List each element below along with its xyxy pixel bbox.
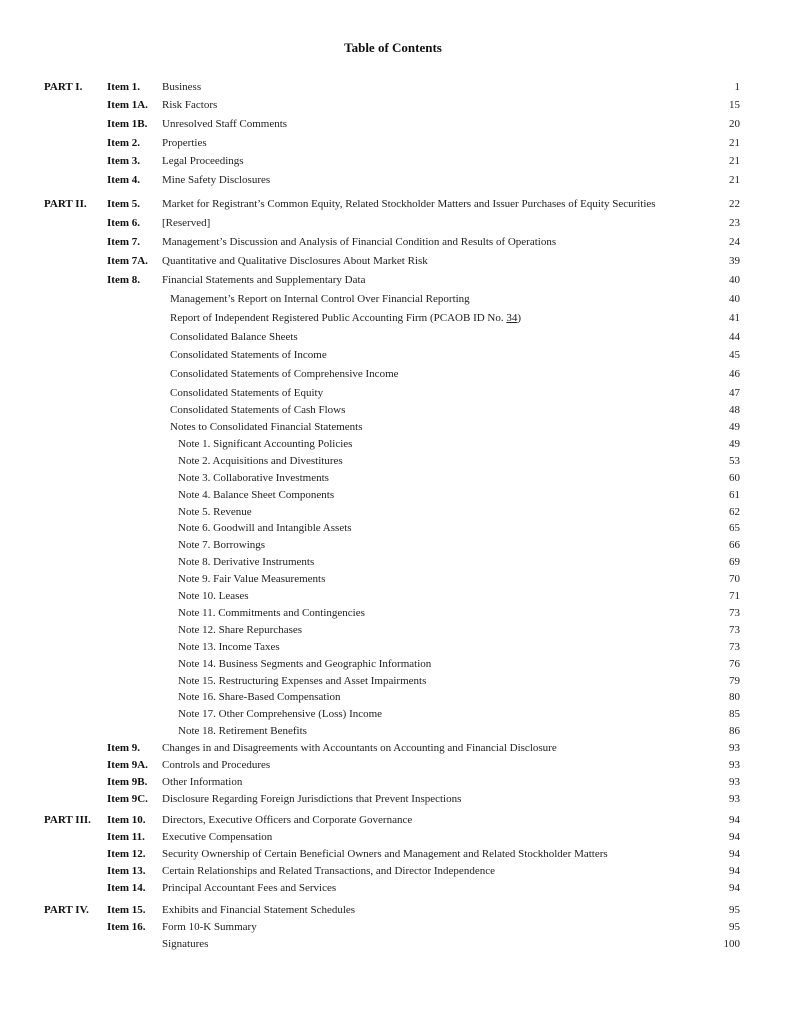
toc-entry-text: Note 18. Retirement Benefits xyxy=(178,725,307,737)
toc-entry-link[interactable] xyxy=(170,291,470,307)
toc-entry-link[interactable] xyxy=(178,520,352,536)
page-number: 15 xyxy=(729,99,740,111)
toc-row[interactable] xyxy=(0,487,786,503)
toc-row[interactable] xyxy=(0,253,786,269)
toc-row[interactable] xyxy=(0,757,786,773)
toc-entry-link[interactable] xyxy=(178,453,343,469)
item-number: Item 1B. xyxy=(107,118,148,130)
toc-row[interactable] xyxy=(0,791,786,807)
toc-row[interactable] xyxy=(0,172,786,188)
toc-entry-link[interactable] xyxy=(162,153,244,169)
page-number: 65 xyxy=(729,522,740,534)
page-number: 70 xyxy=(729,573,740,585)
toc-entry-text: Market for Registrant’s Common Equity, Related Stockholder Matters and Issuer Purchases of Equity Securities xyxy=(162,198,656,210)
toc-entry-text: Consolidated Balance Sheets xyxy=(170,331,298,343)
toc-entry-link[interactable] xyxy=(162,829,272,845)
toc-entry-text: Management’s Discussion and Analysis of Financial Condition and Results of Operations xyxy=(162,236,557,248)
toc-row[interactable] xyxy=(0,919,786,935)
toc-entry-link[interactable] xyxy=(162,902,355,918)
toc-row[interactable] xyxy=(0,846,786,862)
toc-entry-link[interactable] xyxy=(170,310,521,326)
toc-entry-text: Financial Statements and Supplementary Data xyxy=(162,274,366,286)
part-label: PART I. xyxy=(44,81,83,93)
item-number: Item 9. xyxy=(107,742,140,754)
toc-row[interactable] xyxy=(0,706,786,722)
page-number: 53 xyxy=(729,455,740,467)
toc-entry-text: Consolidated Statements of Comprehensive Income xyxy=(170,368,399,380)
item-number: Item 16. xyxy=(107,921,146,933)
page-number: 22 xyxy=(729,198,740,210)
toc-entry-text: Security Ownership of Certain Beneficial Owners and Management and Related Stockholder Matters xyxy=(162,848,608,860)
toc-entry-link[interactable] xyxy=(170,347,327,363)
page-number: 45 xyxy=(729,349,740,361)
toc-row[interactable] xyxy=(0,419,786,435)
toc-entry-link[interactable] xyxy=(170,385,323,401)
toc-entry-link[interactable] xyxy=(162,740,557,756)
toc-entry-text: Note 9. Fair Value Measurements xyxy=(178,573,326,585)
toc-entry-text-suffix: ) xyxy=(517,312,522,324)
toc-entry-text: Management’s Report on Internal Control Over Financial Reporting xyxy=(170,293,470,305)
toc-entry-link[interactable] xyxy=(162,172,270,188)
toc-entry-link[interactable] xyxy=(162,880,336,896)
page-number: 60 xyxy=(729,472,740,484)
page-number: 94 xyxy=(729,848,740,860)
toc-entry-text: Note 4. Balance Sheet Components xyxy=(178,489,335,501)
toc-entry-text: Note 5. Revenue xyxy=(178,506,252,518)
item-number: Item 9A. xyxy=(107,759,148,771)
toc-entry-link[interactable] xyxy=(162,774,242,790)
toc-entry-link[interactable] xyxy=(178,504,252,520)
toc-entry-link[interactable] xyxy=(178,470,329,486)
toc-entry-text: Principal Accountant Fees and Services xyxy=(162,882,337,894)
item-number: Item 1. xyxy=(107,81,140,93)
page-number: 21 xyxy=(729,137,740,149)
toc-entry-link[interactable] xyxy=(162,812,412,828)
page-number: 94 xyxy=(729,865,740,877)
toc-entry-text: Consolidated Statements of Cash Flows xyxy=(170,404,346,416)
toc-entry-text: Other Information xyxy=(162,776,243,788)
item-number: Item 13. xyxy=(107,865,146,877)
toc-entry-link[interactable] xyxy=(162,272,365,288)
toc-row[interactable] xyxy=(0,656,786,672)
item-number: Item 4. xyxy=(107,174,140,186)
page-number: 85 xyxy=(729,708,740,720)
toc-entry-link[interactable] xyxy=(162,215,210,231)
toc-row[interactable] xyxy=(0,310,786,326)
page-number: 94 xyxy=(729,882,740,894)
toc-entry-text: Report of Independent Registered Public Accounting Firm (PCAOB ID No. xyxy=(170,312,507,324)
page-number: 94 xyxy=(729,831,740,843)
item-number: Item 12. xyxy=(107,848,146,860)
toc-entry-link[interactable] xyxy=(178,487,334,503)
item-number: Item 1A. xyxy=(107,99,148,111)
toc-entry-link[interactable] xyxy=(162,846,608,862)
toc-entry-link[interactable] xyxy=(178,588,249,604)
page-number: 76 xyxy=(729,658,740,670)
toc-row[interactable] xyxy=(0,79,786,95)
page-number: 49 xyxy=(729,438,740,450)
toc-entry-text: Note 1. Significant Accounting Policies xyxy=(178,438,353,450)
toc-entry-link[interactable] xyxy=(162,791,461,807)
toc-entry-link[interactable] xyxy=(178,605,365,621)
toc-entry-link[interactable] xyxy=(162,919,257,935)
toc-row[interactable] xyxy=(0,829,786,845)
toc-entry-text: Form 10-K Summary xyxy=(162,921,257,933)
page-number: 93 xyxy=(729,759,740,771)
toc-entry-link[interactable] xyxy=(170,402,345,418)
toc-entry-link[interactable] xyxy=(162,97,217,113)
toc-row[interactable] xyxy=(0,504,786,520)
toc-entry-text: Consolidated Statements of Equity xyxy=(170,387,324,399)
toc-entry-text: Changes in and Disagreements with Accountants on Accounting and Financial Disclosure xyxy=(162,742,557,754)
toc-row[interactable] xyxy=(0,470,786,486)
toc-entry-text: Note 6. Goodwill and Intangible Assets xyxy=(178,522,352,534)
page-number: 80 xyxy=(729,691,740,703)
toc-entry-text: Certain Relationships and Related Transactions, and Director Independence xyxy=(162,865,495,877)
toc-entry-link[interactable] xyxy=(162,936,208,952)
toc-entry-link[interactable] xyxy=(170,366,399,382)
toc-row[interactable] xyxy=(0,902,786,918)
toc-entry-link[interactable] xyxy=(178,673,426,689)
toc-entry-link[interactable] xyxy=(162,79,201,95)
toc-entry-link[interactable] xyxy=(162,234,556,250)
page-number: 94 xyxy=(729,814,740,826)
toc-row[interactable] xyxy=(0,639,786,655)
toc-entry-text: Properties xyxy=(162,137,207,149)
page-number: 61 xyxy=(729,489,740,501)
toc-entry-text: Controls and Procedures xyxy=(162,759,271,771)
toc-entry-link[interactable] xyxy=(178,656,431,672)
toc-entry-link[interactable] xyxy=(170,329,298,345)
toc-entry-text: Signatures xyxy=(162,938,209,950)
toc-entry-text: Quantitative and Qualitative Disclosures About Market Risk xyxy=(162,255,428,267)
item-number: Item 10. xyxy=(107,814,146,826)
toc-entry-text: Note 11. Commitments and Contingencies xyxy=(178,607,365,619)
toc-row[interactable] xyxy=(0,588,786,604)
toc-row[interactable] xyxy=(0,554,786,570)
toc-entry-text: Note 12. Share Repurchases xyxy=(178,624,303,636)
toc-entry-text: Exhibits and Financial Statement Schedules xyxy=(162,904,356,916)
page-number: 44 xyxy=(729,331,740,343)
toc-row[interactable] xyxy=(0,116,786,132)
toc-row[interactable] xyxy=(0,537,786,553)
toc-row[interactable] xyxy=(0,196,786,212)
toc-entry-link[interactable] xyxy=(162,863,495,879)
toc-entry-link[interactable] xyxy=(162,253,428,269)
toc-row[interactable] xyxy=(0,774,786,790)
toc-entry-text: Notes to Consolidated Financial Statements xyxy=(170,421,363,433)
page-number: 79 xyxy=(729,675,740,687)
toc-entry-text: Executive Compensation xyxy=(162,831,273,843)
toc-row[interactable] xyxy=(0,723,786,739)
toc-entry-text: Business xyxy=(162,81,202,93)
toc-row[interactable] xyxy=(0,215,786,231)
toc-row[interactable] xyxy=(0,520,786,536)
toc-entry-text: Note 17. Other Comprehensive (Loss) Income xyxy=(178,708,383,720)
toc-row[interactable] xyxy=(0,234,786,250)
toc-entry-text: Risk Factors xyxy=(162,99,218,111)
toc-row[interactable] xyxy=(0,329,786,345)
page-number: 95 xyxy=(729,904,740,916)
page-number: 93 xyxy=(729,742,740,754)
part-label: PART III. xyxy=(44,814,91,826)
item-number: Item 9B. xyxy=(107,776,148,788)
toc-entry-text: Note 8. Derivative Instruments xyxy=(178,556,315,568)
page-number: 21 xyxy=(729,174,740,186)
page-number: 24 xyxy=(729,236,740,248)
page-number: 23 xyxy=(729,217,740,229)
page-number: 40 xyxy=(729,293,740,305)
toc-row[interactable] xyxy=(0,880,786,896)
toc-row[interactable] xyxy=(0,291,786,307)
page-number: 47 xyxy=(729,387,740,399)
toc-row[interactable] xyxy=(0,385,786,401)
item-number: Item 11. xyxy=(107,831,145,843)
toc-row[interactable] xyxy=(0,272,786,288)
toc-row[interactable] xyxy=(0,571,786,587)
toc-entry-text: Mine Safety Disclosures xyxy=(162,174,271,186)
page-number: 1 xyxy=(734,81,740,93)
toc-entry-link[interactable] xyxy=(178,689,341,705)
toc-entry-link[interactable] xyxy=(178,571,325,587)
toc-entry-text: Unresolved Staff Comments xyxy=(162,118,288,130)
item-number: Item 15. xyxy=(107,904,146,916)
page-number: 62 xyxy=(729,506,740,518)
page-number: 21 xyxy=(729,155,740,167)
page-number: 73 xyxy=(729,607,740,619)
page-number: 95 xyxy=(729,921,740,933)
toc-row[interactable] xyxy=(0,605,786,621)
toc-row[interactable] xyxy=(0,153,786,169)
toc-row[interactable] xyxy=(0,402,786,418)
page-number: 73 xyxy=(729,624,740,636)
page-number: 86 xyxy=(729,725,740,737)
page-number: 49 xyxy=(729,421,740,433)
item-number: Item 7. xyxy=(107,236,140,248)
toc-entry-text: Consolidated Statements of Income xyxy=(170,349,327,361)
toc-entry-text: Note 14. Business Segments and Geographic Information xyxy=(178,658,432,670)
toc-row[interactable] xyxy=(0,936,786,952)
page-number: 71 xyxy=(729,590,740,602)
page-number: 39 xyxy=(729,255,740,267)
toc-entry-text: Note 16. Share-Based Compensation xyxy=(178,691,341,703)
part-label: PART II. xyxy=(44,198,87,210)
toc-entry-text: Disclosure Regarding Foreign Jurisdictions that Prevent Inspections xyxy=(162,793,462,805)
toc-entry-link[interactable] xyxy=(178,436,352,452)
toc-entry-text: Legal Proceedings xyxy=(162,155,244,167)
page-title: Table of Contents xyxy=(344,40,442,55)
page-number: 40 xyxy=(729,274,740,286)
toc-entry-text: Note 10. Leases xyxy=(178,590,249,602)
page-number: 66 xyxy=(729,539,740,551)
toc-row[interactable] xyxy=(0,347,786,363)
page-number: 46 xyxy=(729,368,740,380)
toc-entry-text: Note 13. Income Taxes xyxy=(178,641,280,653)
toc-row[interactable] xyxy=(0,366,786,382)
toc-row[interactable] xyxy=(0,97,786,113)
toc-row[interactable] xyxy=(0,689,786,705)
toc-entry-text: Directors, Executive Officers and Corporate Governance xyxy=(162,814,413,826)
toc-entry-link[interactable] xyxy=(162,757,270,773)
toc-entry-text: Note 7. Borrowings xyxy=(178,539,266,551)
page-number: 20 xyxy=(729,118,740,130)
toc-entry-link[interactable] xyxy=(170,419,362,435)
page-number: 93 xyxy=(729,776,740,788)
page-number: 93 xyxy=(729,793,740,805)
page-number: 69 xyxy=(729,556,740,568)
item-number: Item 7A. xyxy=(107,255,148,267)
item-number: Item 3. xyxy=(107,155,140,167)
toc-row[interactable] xyxy=(0,812,786,828)
toc-entry-link[interactable] xyxy=(162,135,207,151)
page-number: 41 xyxy=(729,312,740,324)
toc-entry-text: [Reserved] xyxy=(162,217,211,229)
toc-entry-link[interactable] xyxy=(162,116,287,132)
item-number: Item 14. xyxy=(107,882,146,894)
toc-entry-link[interactable] xyxy=(162,196,656,212)
item-number: Item 6. xyxy=(107,217,140,229)
toc-entry-link[interactable] xyxy=(178,706,382,722)
toc-entry-link[interactable] xyxy=(178,639,280,655)
part-label: PART IV. xyxy=(44,904,89,916)
toc-row[interactable] xyxy=(0,740,786,756)
page-number: 100 xyxy=(723,938,740,950)
toc-row[interactable] xyxy=(0,453,786,469)
toc-row[interactable] xyxy=(0,135,786,151)
item-number: Item 8. xyxy=(107,274,140,286)
toc-entry-text: Note 3. Collaborative Investments xyxy=(178,472,329,484)
toc-entry-link[interactable] xyxy=(178,723,307,739)
page-number: 48 xyxy=(729,404,740,416)
toc-row[interactable] xyxy=(0,622,786,638)
item-number: Item 9C. xyxy=(107,793,148,805)
item-number: Item 5. xyxy=(107,198,140,210)
toc-row[interactable] xyxy=(0,863,786,879)
toc-entry-link[interactable] xyxy=(178,554,314,570)
pcaob-id-link[interactable]: 34 xyxy=(506,312,518,324)
page-number: 73 xyxy=(729,641,740,653)
toc-entry-text: Note 2. Acquisitions and Divestitures xyxy=(178,455,343,467)
item-number: Item 2. xyxy=(107,137,140,149)
toc-row[interactable] xyxy=(0,673,786,689)
toc-row[interactable] xyxy=(0,436,786,452)
toc-entry-link[interactable] xyxy=(178,622,302,638)
toc-entry-link[interactable] xyxy=(178,537,265,553)
toc-entry-text: Note 15. Restructuring Expenses and Asset Impairments xyxy=(178,675,427,687)
